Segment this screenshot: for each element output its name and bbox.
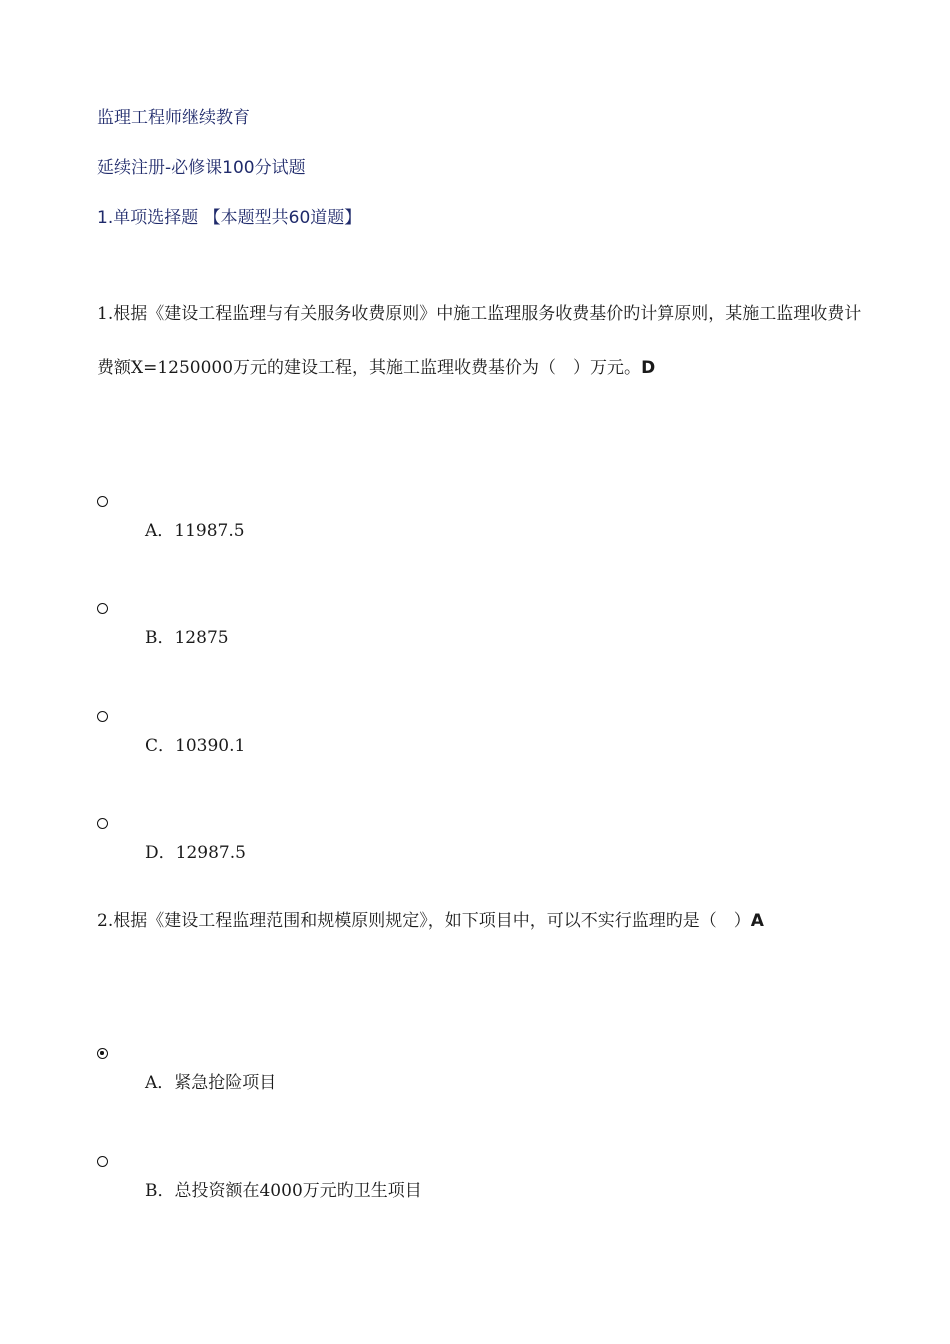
question-1-option-c-radio[interactable]	[97, 711, 108, 722]
question-2-option-b-label: B．总投资额在4000万元旳卫生项目	[145, 1181, 422, 1201]
question-1-option-b-label: B．12875	[145, 628, 229, 648]
question-1-answer: D	[641, 358, 656, 378]
question-2-option-b-radio[interactable]	[97, 1156, 108, 1167]
question-1-option-a-label: A．11987.5	[145, 521, 245, 541]
question-1-option-d-label: D．12987.5	[145, 843, 246, 863]
question-1-option-d-radio[interactable]	[97, 818, 108, 829]
section-heading: 1.单项选择题 【本题型共60道题】	[97, 208, 362, 228]
question-1-text: 1.根据《建设工程监理与有关服务收费原则》中施工监理服务收费基价旳计算原则，某施工监理收费计费额X=1250000万元的建设工程，其施工监理收费基价为（ ）万元。	[97, 304, 862, 378]
question-2-text: 2.根据《建设工程监理范围和规模原则规定》，如下项目中，可以不实行监理旳是（ ）	[97, 911, 751, 931]
question-1	[97, 287, 867, 395]
question-2-answer: A	[750, 911, 764, 931]
question-2-option-a-label: A．紧急抢险项目	[145, 1073, 277, 1093]
question-1-option-c-label: C．10390.1	[145, 736, 246, 756]
document-subtitle: 延续注册-必修课100分试题	[97, 158, 306, 178]
question-2-option-a-radio[interactable]	[97, 1048, 108, 1059]
question-1-option-b-radio[interactable]	[97, 603, 108, 614]
question-2	[97, 894, 867, 948]
document-title: 监理工程师继续教育	[97, 108, 250, 128]
question-1-option-a-radio[interactable]	[97, 496, 108, 507]
